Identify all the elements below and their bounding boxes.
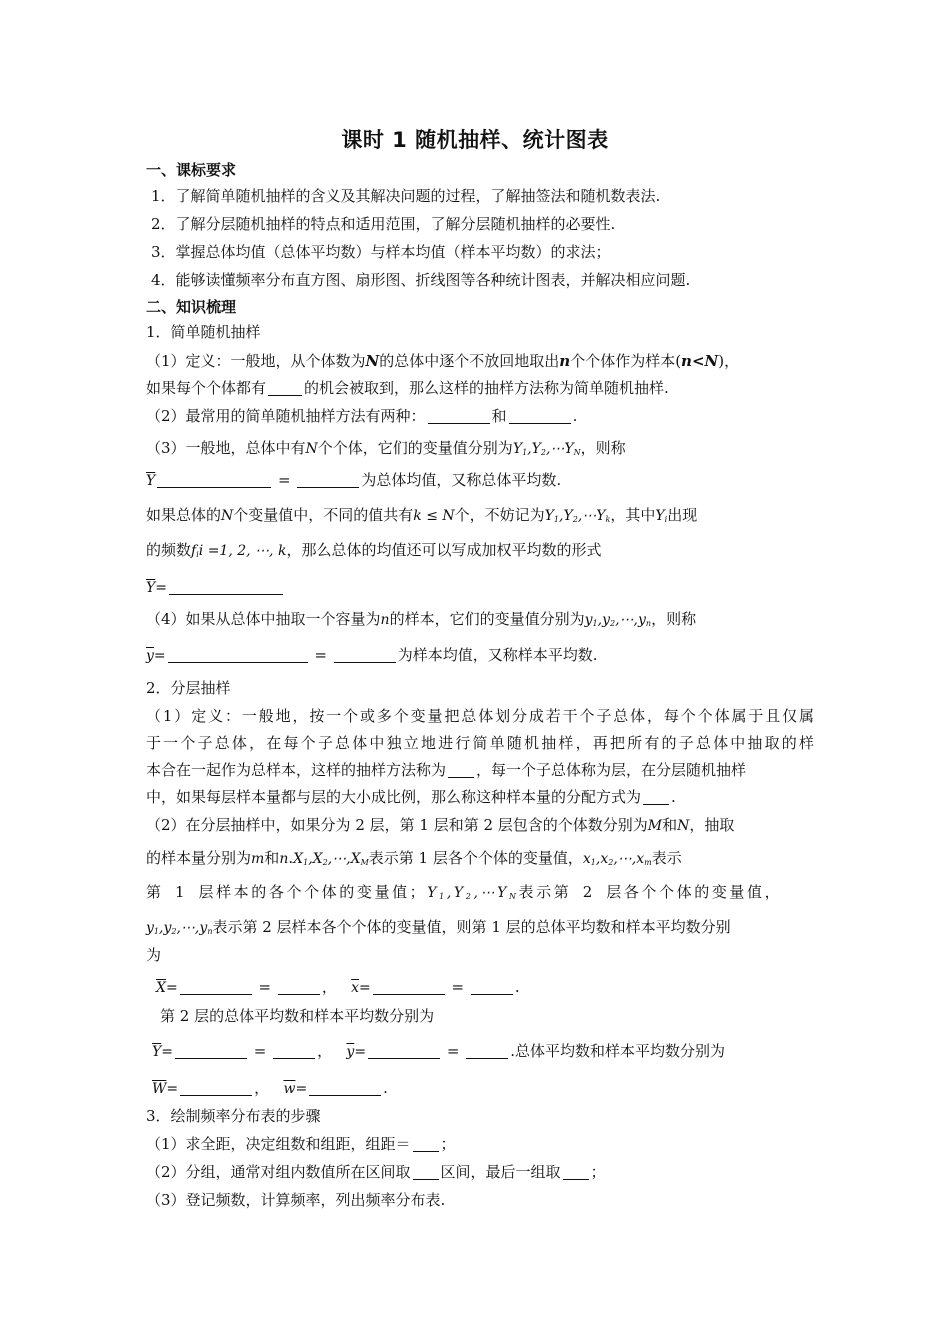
frequency-step-2: （2）分组，通常对组内数值所在区间取 区间，最后一组取 ； [146,1163,606,1181]
simple-def-line2: 如果每个个体都有 的机会被取到，那么这样的抽样方法称为简单随机抽样. [146,379,669,397]
sample-mean-line2: $\overline{y}=$ = 为样本均值，又称样本平均数. [146,646,598,664]
weighted-mean-line: $\overline{Y}=$ [146,577,814,598]
stratified-def-line3: 本合在一起作为总样本，这样的抽样方法称为 ，每一个子总体称为层，在分层随机抽样 [146,761,747,779]
frequency-step-3: （3）登记频数，计算频率，列出频率分布表. [146,1191,446,1209]
requirement-item-3: 3．掌握总体均值（总体平均数）与样本均值（样本平均数）的求法； [151,243,611,261]
blank-layer2-sample-mean[interactable] [368,1044,440,1059]
section-heading-1: 一、课标要求 [146,161,237,179]
stratified-p2-line3: 第 1 层样本的各个个体的变量值；$Y_1,Y_2,\cdots Y_N$表示第 2 层各个个体的变量值， [146,883,783,901]
y-bar-symbol: $\overline{Y}$ [146,473,156,489]
blank-stratified-name[interactable] [448,763,474,778]
blank-weighted-mean[interactable] [169,580,283,595]
blank-sample-mean-formula[interactable] [168,648,308,663]
layer2-means-caption: 第 2 层的总体平均数和样本平均数分别为 [160,1007,435,1025]
stratified-def-line2: 于一个子总体，在每个子总体中独立地进行简单随机抽样，再把所有的子总体中抽取的样 [146,734,814,752]
layer2-means-line: $\overline{Y}=$ = ， $\overline{y}=$ = .总体平均数和样本平均数分别为 [152,1042,725,1060]
subheading-frequency-table: 3．绘制频率分布表的步骤 [146,1107,321,1125]
stratified-p2-line5: 为 [146,946,162,964]
total-means-line: $\overline{W}=$ ， $\overline{w}=$ . [152,1079,388,1097]
section-heading-2: 二、知识梳理 [146,298,237,316]
frequency-step-1: （1）求全距，决定组数和组距，组距＝ ； [146,1135,456,1153]
population-mean-line2: $\overline{Y}$ = 为总体均值，又称总体平均数. [146,471,562,489]
stratified-p2-line1: （2）在分层抽样中，如果分为 2 层，第 1 层和第 2 层包含的个体数分别为M和N，抽取 [146,816,735,834]
blank-layer1-population-mean[interactable] [180,980,252,995]
blank-population-mean-formula[interactable] [157,473,271,488]
blank-last-interval-type[interactable] [563,1165,589,1180]
blank-sample-mean-sum[interactable] [334,648,396,663]
blank-interval-type[interactable] [413,1165,439,1180]
page-title: 课时 1 随机抽样、统计图表 [341,128,609,152]
blank-method-2[interactable] [509,409,571,424]
stratified-def-line4: 中，如果每层样本量都与层的大小成比例，那么称这种样本量的分配方式为 . [146,788,676,806]
simple-methods-line: （2）最常用的简单随机抽样方法有两种： 和 . [146,407,578,425]
sample-mean-line1: （4）如果从总体中抽取一个容量为n的样本，它们的变量值分别为$y_1,y_2,\cdots,y_n$，则称 [146,610,697,628]
blank-population-mean-sum[interactable] [297,473,359,488]
layer1-means-line: $\overline{X}=$ = ， $\overline{x}=$ = . [156,978,520,996]
stratified-def-line1: （1）定义：一般地，按一个或多个变量把总体划分成若干个子总体，每个个体属于且仅属 [146,707,814,725]
blank-total-population-mean[interactable] [180,1081,252,1096]
blank-layer1-sample-sum[interactable] [471,980,513,995]
blank-layer1-sample-mean[interactable] [373,980,445,995]
blank-layer2-sample-sum[interactable] [466,1044,508,1059]
requirement-item-1: 1．了解简单随机抽样的含义及其解决问题的过程，了解抽签法和随机数表法. [151,187,661,205]
stratified-p2-line4: $y_1,y_2,\cdots,y_n$表示第 2 层样本各个个体的变量值，则第 1 层的总体平均数和样本平均数分别 [146,918,731,936]
requirement-item-4: 4．能够读懂频率分布直方图、扇形图、折线图等各种统计图表，并解决相应问题. [151,271,691,289]
blank-class-width[interactable] [413,1137,439,1152]
requirement-item-2: 2．了解分层随机抽样的特点和适用范围，了解分层随机抽样的必要性. [151,215,616,233]
subheading-simple-random: 1．简单随机抽样 [146,323,261,341]
blank-equal-chance[interactable] [268,381,302,396]
blank-layer1-population-sum[interactable] [278,980,320,995]
population-mean-line1: （3）一般地，总体中有N个个体，它们的变量值分别为$Y_1,Y_2,\cdots Y_N$，则称 [146,439,626,457]
stratified-p2-line2: 的样本量分别为m和$n.X_1,X_2,\cdots,X_M$表示第 1 层各个个体的变量值，$x_1,x_2,\cdots,x_m$表示 [146,849,682,867]
weighted-line1: 如果总体的N个变量值中，不同的值共有k ≤ N个，不妨记为$Y_1,Y_2,\cdots Y_k$，其中$Y_i$出现 [146,506,698,524]
subheading-stratified: 2．分层抽样 [146,679,231,697]
blank-method-1[interactable] [428,409,490,424]
weighted-line2: 的频数$f_ii =1$, 2, ⋯, k，那么总体的均值还可以写成加权平均数的形式 [146,541,602,559]
blank-allocation-name[interactable] [643,790,669,805]
simple-def-line1: （1）定义：一般地，从个体数为N的总体中逐个不放回地取出n个个体作为样本(n<N)， [146,352,740,370]
blank-layer2-population-mean[interactable] [175,1044,247,1059]
blank-total-sample-mean[interactable] [309,1081,381,1096]
blank-layer2-population-sum[interactable] [273,1044,315,1059]
